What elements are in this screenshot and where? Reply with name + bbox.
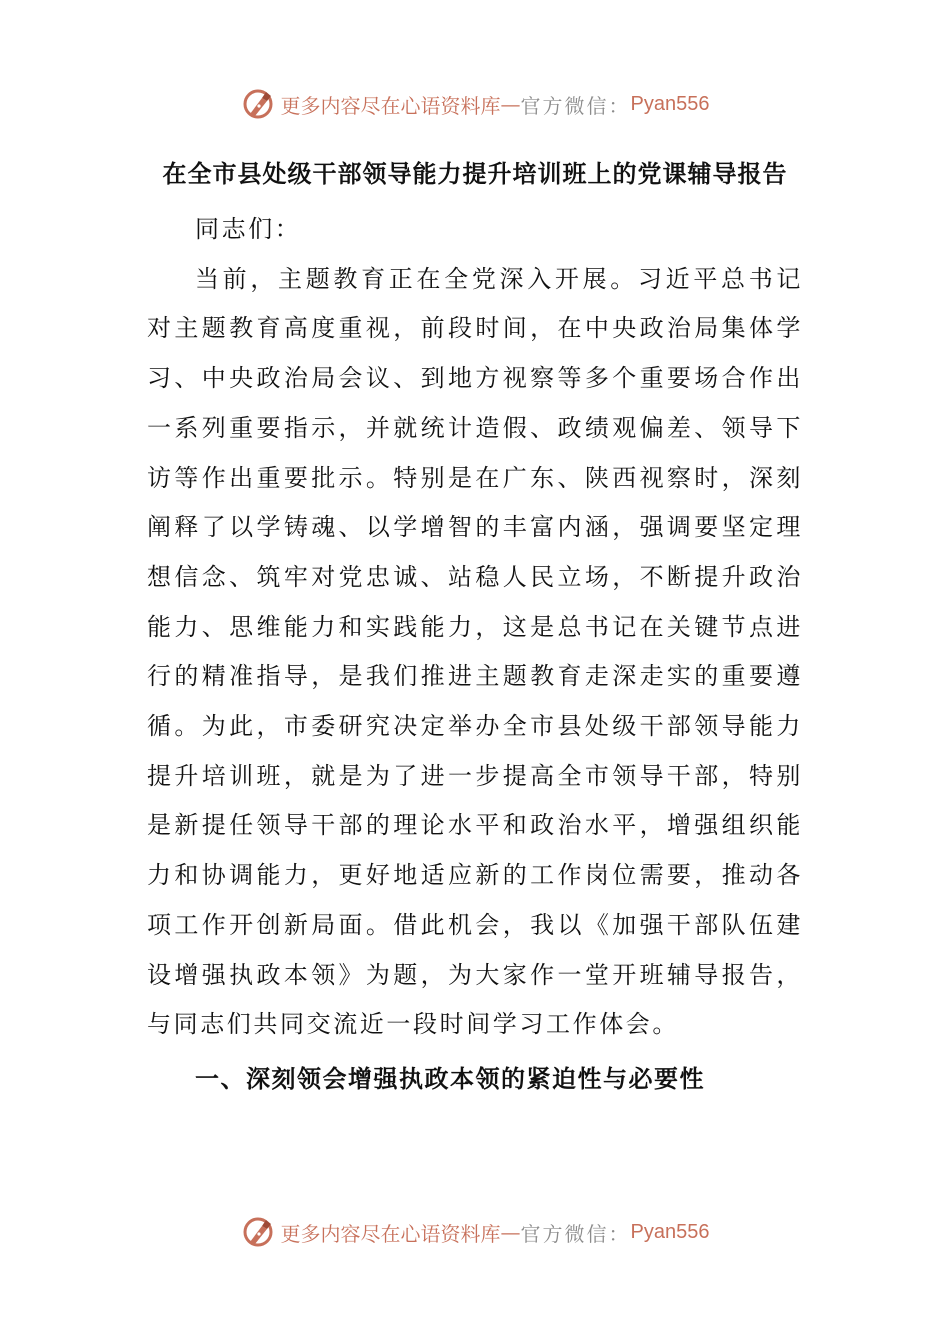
watermark-footer [0, 1212, 950, 1252]
body-paragraph: 当前，主题教育正在全党深入开展。习近平总书记对主题教育高度重视，前段时间，在中央政治局集体学习、中央政治局会议、到地方视察等多个重要场合作出一系列重要指示，并就统计造假、政绩观偏差、领导下访等作出重要批示。特别是在广东、陕西视察时，深刻阐释了以学铸魂、以学增智的丰富内涵，强调要坚定理想信念、筑牢对党忠诚、站稳人民立场，不断提升政治能力、思维能力和实践能力，这是总书记在关键节点进行的精准指导，是我们推进主题教育走深走实的重要遵循。为此，市委研究决定举办全市县处级干部领导能力提升培训班，就是为了进一步提高全市领导干部，特别是新提任领导干部的理论水平和政治水平，增强组织能力和协调能力，更好地适应新的工作岗位需要，推动各项工作开创新局面。借此机会，我以《加强干部队伍建设增强执政本领》为题，为大家作一堂开班辅导报告，与同志们共同交流近一段时间学习工作体会。 [147, 264, 803, 1039]
watermark-separator: — [500, 1220, 521, 1244]
pen-nib-circle-icon [241, 87, 275, 121]
section-heading: 一、深刻领会增强执政本领的紧迫性与必要性 [195, 1064, 705, 1093]
watermark-header [0, 84, 950, 124]
watermark-site-name: 更多内容尽在心语资料库 [280, 93, 501, 118]
pen-nib-circle-icon [241, 1215, 275, 1249]
watermark-label: 官方微信： [520, 1221, 631, 1246]
watermark-label: 官方微信： [520, 93, 631, 118]
document-body [147, 205, 803, 1050]
watermark-wechat-id: Pyan556 [630, 92, 710, 115]
greeting-paragraph: 同志们： [195, 215, 302, 243]
document-title: 在全市县处级干部领导能力提升培训班上的党课辅导报告 [162, 159, 788, 188]
watermark-site-name: 更多内容尽在心语资料库 [280, 1221, 501, 1246]
watermark-wechat-id: Pyan556 [630, 1220, 710, 1243]
watermark-separator: — [500, 92, 521, 116]
